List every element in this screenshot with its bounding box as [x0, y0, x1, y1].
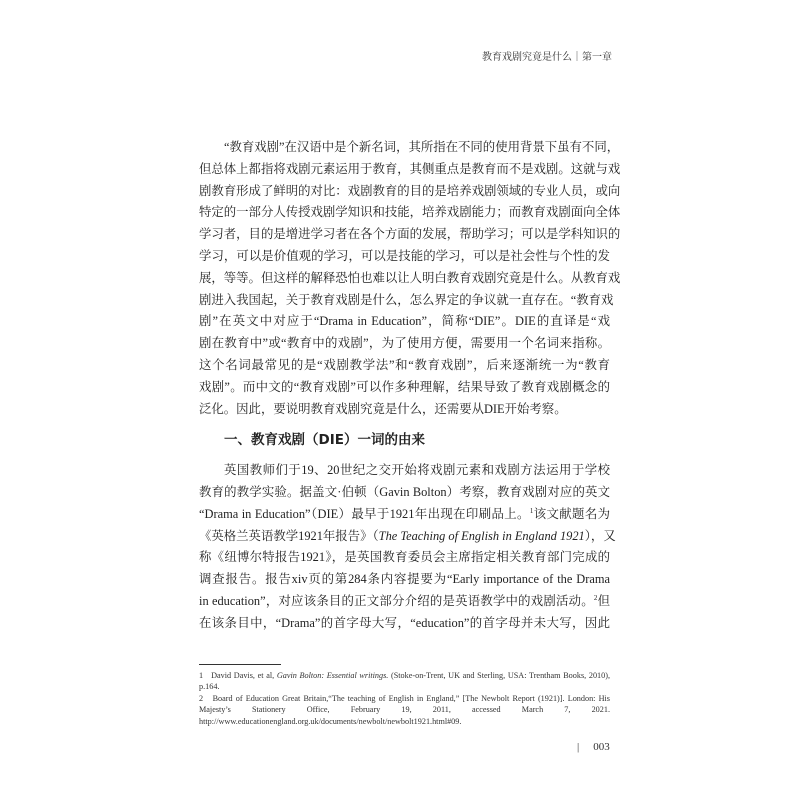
page-number [577, 741, 610, 753]
footnote-title: Gavin Bolton: Essential writings. [276, 671, 389, 680]
footnote-text: David Davis, et al, [211, 671, 277, 680]
text-line [199, 591, 610, 613]
text-line: 称《纽博尔特报告1921》，是英国教育委员会主席指定相关教育部门完成的 [199, 550, 610, 565]
page-separator: | [577, 741, 580, 753]
text-line [199, 526, 616, 548]
footnote-ref-1[interactable]: 1 [529, 506, 534, 515]
text-line: 学习者，目的是增进学习者在各个方面的发展，帮助学习；可以是学科知识的 [199, 227, 621, 242]
body-text [199, 137, 621, 635]
footnote-text: Board of Education Great Britain,“The teaching of English in England,” [The Newbolt Report (1921)]. London: His Majesty’s Stationery Office, February 19, 2011, accessed March 7, 2021. http://www.educationengland.org.uk/documents/newbolt/newbolt1921.html#09. [199, 693, 610, 726]
footnote-number: 2 [199, 693, 204, 703]
text-line: 调查报告。报告xiv页的第284条内容提要为“Early importance of the Drama [199, 572, 610, 587]
text-span: in education”，对应该条目的正文部分介绍的是英语教学中的戏剧活动。 [199, 593, 594, 608]
footnote-text: (Stoke-on-Trent, UK and Sterling, USA: Trentham Books, 2010), p.164. [199, 671, 610, 692]
footnote-ref-2[interactable]: 2 [593, 593, 598, 602]
text-line [199, 504, 610, 526]
text-line: 剧”在英文中对应于“Drama in Education”，简称“DIE”。DIE的直译是“戏 [199, 314, 610, 329]
text-line: 戏剧”。而中文的“教育戏剧”可以作多种理解，结果导致了教育戏剧概念的 [199, 379, 610, 394]
text-line: 展，等等。但这样的解释恐怕也难以让人明白教育戏剧究竟是什么。从教育戏 [199, 270, 621, 285]
text-span: 该文献题名为 [533, 506, 610, 521]
text-line: 泛化。因此，要说明教育戏剧究竟是什么，还需要从DIE开始考察。 [199, 401, 567, 416]
text-line: 剧教育形成了鲜明的对比：戏剧教育的目的是培养戏剧领域的专业人员，或向 [199, 183, 621, 198]
footnotes [199, 670, 610, 727]
footnote-divider [199, 664, 281, 665]
text-line: 特定的一部分人传授戏剧学知识和技能，培养戏剧能力；而教育戏剧面向全体 [199, 205, 621, 220]
text-span: 《英格兰英语教学1921年报告》（ [199, 528, 379, 543]
text-line: 剧在教育中”或“教育中的戏剧”，为了使用方便，需要用一个名词来指称。 [199, 336, 610, 351]
text-line: 但总体上都指将戏剧元素运用于教育，其侧重点是教育而不是戏剧。这就与戏 [199, 161, 621, 176]
text-line: “教育戏剧”在汉语中是个新名词，其所指在不同的使用背景下虽有不同， [224, 140, 620, 154]
text-line: 教育的教学实验。据盖文·伯顿（Gavin Bolton）考察，教育戏剧对应的英文 [199, 484, 610, 499]
paragraph-2 [199, 460, 616, 634]
footnote-number: 1 [199, 671, 204, 680]
footnote-1 [199, 670, 610, 693]
book-title-italic: The Teaching of English in England 1921 [378, 528, 585, 543]
text-line: 在该条目中，“Drama”的首字母大写，“education”的首字母并未大写，因此 [199, 615, 610, 630]
section-heading: 一、教育戏剧（DIE）一词的由来 [224, 432, 425, 449]
text-line: 这个名词最常见的是“戏剧教学法”和“教育戏剧”，后来逐渐统一为“教育 [199, 357, 610, 372]
text-line: 学习，可以是价值观的学习，可以是技能的学习，可以是社会性与个性的发 [199, 248, 610, 263]
text-span: ），又 [584, 528, 616, 543]
page-number-value: 003 [593, 741, 610, 753]
text-line: 剧进入我国起，关于教育戏剧是什么，怎么界定的争议就一直存在。“教育戏 [199, 292, 614, 307]
text-span: “Drama in Education”（DIE）最早于1921年出现在印刷品上。 [199, 506, 530, 521]
text-line: 英国教师们于19、20世纪之交开始将戏剧元素和戏剧方法运用于学校 [224, 463, 610, 478]
paragraph-1 [199, 137, 621, 420]
footnote-2 [199, 693, 610, 727]
text-span: 但 [597, 593, 611, 608]
running-header: 教育戏剧究竟是什么｜第一章 [482, 52, 612, 63]
